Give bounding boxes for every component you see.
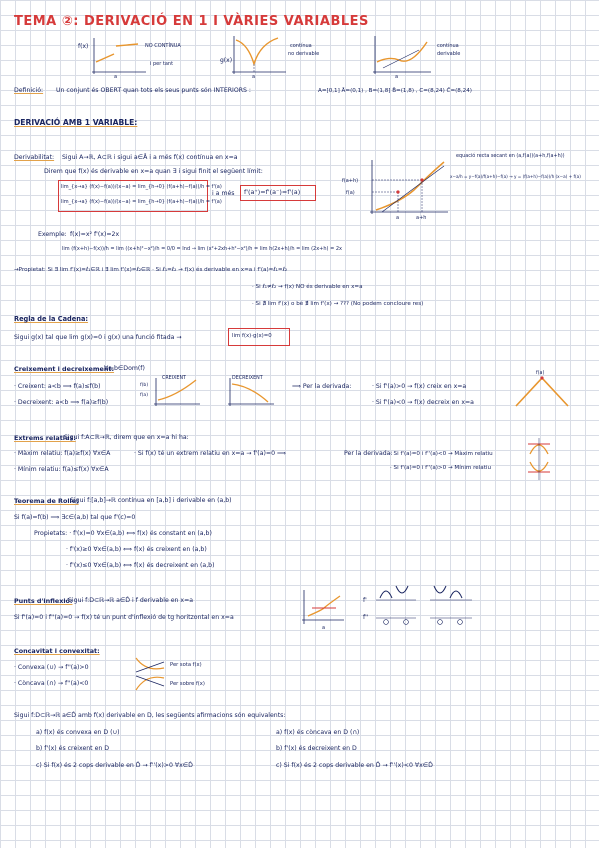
decreasing-def: · Decreixent: a<b ⟹ f(a)≥f(b) [14,399,109,406]
label-fah: f(a+h) [342,178,359,184]
figure-decreasing [214,374,280,410]
second-derivative-label: f'' [363,614,369,621]
equivalence-intro: Sigui f:D⊂ℝ→ℝ a∈D̊ amb f(x) derivable en D, les següents afirmacions són equivalents: [14,712,286,719]
chain-rule-text: Sigui g(x) tal que lim g(x)=0 i g(x) una funció fitada → [14,334,182,341]
convex-def: · Convexa (∪) → f''(a)>0 [14,664,89,671]
monotonicity-condition: ∀a,b∈Dom(f) [104,365,145,372]
figure-extrema [524,436,554,482]
first-derivative-label: f' [363,597,367,604]
label-fa: f(a) [346,190,355,196]
axis-a: a [114,74,118,80]
above-note: Per sobre f(x) [170,681,205,687]
concave-def: · Còncava (∩) → f''(a)<0 [14,680,89,687]
derivability-line1: Sigui A→ℝ, A⊂ℝ i sigui a∈Å i a més f(x) contínua en x=a [62,154,238,161]
equivalence-b1: b) f'(x) és creixent en D [36,745,110,752]
inflection-hypothesis: Sigui f:D⊂ℝ→ℝ a∈D̊ i f derivable en x=a [68,597,194,604]
figure-sign-charts [376,584,476,626]
label-fb: f(b) [140,383,149,388]
inflection-heading: Punts d'inflexió: [14,597,73,605]
chain-rule-heading: Regla de la Cadena: [14,315,89,323]
increasing-title: CREIXENT [162,376,186,381]
f2-label: g(x) [220,57,233,64]
smooth-curve [377,42,427,62]
imes-text: i a més [212,190,235,197]
derivability-label: Derivabilitat: [14,154,55,161]
below-note: Per sota f(x) [170,662,202,668]
inflection-curve [308,596,340,616]
f3-note2: derivable [437,51,461,57]
extrema-derivative-label: Per la derivada: [344,450,393,457]
limit-line1: lim_{x→a} (f(x)−f(a))/(x−a) = lim_{h→0} (f(a+h)−f(a))/h = f'(a) [61,184,222,190]
section-1-heading: DERIVACIÓ AMB 1 VARIABLE: [14,118,138,127]
f2-note2: no derivable [288,51,320,57]
equivalence-b2: b) f'(x) és decreixent en D [276,745,357,752]
label-a: a [396,215,400,221]
increasing-curve [158,380,196,400]
secant-equation: x−a/h = y−f(a)/f(a+h)−f(a) → y = (f(a+h)−f(a))/h (x−a) + f(a) [450,174,581,179]
secant-line [382,166,444,212]
limit-line2: lim_{x→a} (f(x)−f(a))/(x−a) = lim_{h→0} (f(a+h)−f(a))/h = f'(a) [61,199,222,205]
secant-note: equació recta secant en (a,f(a))(a+h,f(a+h)) [456,153,565,159]
sign-chart-2 [434,586,462,598]
peak-label: f(a) [536,371,545,376]
rolle-heading: Teorema de Rolle: [14,497,79,505]
figure-secant [342,158,452,220]
equivalence-a1: a) f(x) és convexa en D (∪) [36,729,120,736]
decreasing-curve [232,384,268,402]
label-fa: f(a) [140,393,149,398]
decreasing-title: DECREIXENT [232,376,263,381]
equivalence-a2: a) f(x) és còncava en D (∩) [276,729,360,736]
monotonicity-heading: Creixement i decreixement: [14,365,115,373]
property-line1: →Propietat: Si ∃ lim f'(x)=ℓ₁∈ℝ i ∃ lim f'(x)=ℓ₂∈ℝ · Si ℓ₁=ℓ₂ → f(x) és derivable en x=a i f'(a)=ℓ₁=ℓ₂ [14,267,288,273]
axis-a: a [252,74,256,80]
curve-left [96,54,114,62]
chain-rule-result: lim f(x)·g(x)=0 [232,333,272,339]
f3-note1: contínua [437,43,459,49]
rolle-property3: · f'(x)≤0 ∀x∈(a,b) ⟺ f(x) és decreixent en (a,b) [66,562,215,569]
sign-plus-2 [438,620,443,625]
concavity-heading: Concavitat i convexitat: [14,647,100,655]
label-ah: a+h [416,215,427,221]
rolle-statement: Si f(a)=f(b) ⟹ ∃c∈(a,b) tal que f'(c)=0 [14,514,136,521]
figure-derivable [365,34,437,78]
sign-minus [384,620,389,625]
extrema-heading: Extrems relatius: [14,434,76,442]
page-title: TEMA ②: DERIVACIÓ EN 1 I VÀRIES VARIABLES [14,14,369,29]
f1-label: f(x) [78,43,89,50]
maximum-criterion: · Si f'(a)=0 i f''(a)<0 → Màxim relatiu [390,451,493,457]
function-curve [376,162,444,210]
rolle-hypothesis: Sigui f:[a,b]→ℝ contínua en [a,b] i derivable en (a,b) [70,497,232,504]
peak-point [540,376,543,379]
example-label: Exemple: [38,231,67,238]
inflection-statement: Si f'(a)=0 i f''(a)=0 → f(x) té un punt d'inflexió de tg horitzontal en x=a [14,614,234,621]
property-line2: · Si ℓ₁≠ℓ₂ → f(x) NO és derivable en x=a [252,284,363,290]
f1-note2: i per tant [150,61,174,67]
equivalence-c1: c) Si f(x) és 2 cops derivable en D̊ → f''(x)>0 ∀x∈D̊ [36,762,193,769]
derivative-equality: f'(a⁺)=f'(a⁻)=f'(a) [244,188,301,196]
def-examples: A=[0,1] Å=(0,1) , B=(1,8] B̊=(1,8) , C=(8,24) C̊=(8,24) [318,88,472,94]
figure-continuous-not-derivable [222,34,292,78]
peak-curve [516,378,568,406]
f2-note1: contínua [290,43,312,49]
def-text: Un conjunt és OBERT quan tots els seus punts són INTERIORS : [56,87,252,94]
extrema-intro: Sigui f:A⊂ℝ→ℝ, direm que en x=a hi ha: [64,434,189,441]
inflection-a: a [322,625,326,631]
f1-note1: NO CONTÍNUA [145,43,181,49]
point-a [396,190,399,193]
equivalence-c2: c) Si f(x) és 2 cops derivable en D̊ → f''(x)<0 ∀x∈D̊ [276,762,433,769]
derivability-line2: Direm que f(x) és derivable en x=a quan ∃ i sigui finit el següent límit: [44,168,263,175]
maximum-def: · Màxim relatiu: f(a)≥f(x) ∀x∈A [14,450,111,457]
cusp-curve [236,38,278,64]
example-function: f(x)=x² f'(x)=2x [70,231,120,238]
minimum-def: · Mínim relatiu: f(a)≤f(x) ∀x∈A [14,466,109,473]
axis-a: a [395,74,399,80]
monotonicity-implies: ⟹ Per la derivada: [292,383,352,390]
point-ah [420,178,423,181]
example-chain: lim (f(x+h)−f(x))/h = lim ((x+h)²−x²)/h = 0/0 = Ind → lim (x²+2xh+h²−x²)/h = lim h(2x+h)/h = lim (2x+h) = 2x [62,246,343,252]
def-label: Definició: [14,87,44,94]
minimum-criterion: · Si f'(a)=0 i f''(a)>0 → Mínim relatiu [390,465,492,471]
increasing-rule: · Si f'(a)>0 → f(x) creix en x=a [372,383,467,390]
decreasing-rule: · Si f'(a)<0 → f(x) decreix en x=a [372,399,474,406]
property-line3: · Si ∄ lim f'(x) o bé ∄ lim f'(x) → ??? (No podem concloure res) [252,301,424,307]
sign-minus-2 [458,620,463,625]
extrema-condition: · Si f(x) té un extrem relatiu en x=a → f'(a)=0 ⟹ [134,450,286,457]
figure-increasing [140,374,206,410]
sign-chart-1 [380,586,408,598]
concave-curve [136,677,164,690]
increasing-def: · Creixent: a<b ⟹ f(a)≤f(b) [14,383,101,390]
rolle-property1: Propietats: · f'(x)=0 ∀x∈(a,b) ⟺ f(x) és constant en (a,b) [34,530,212,537]
figure-inflection [298,586,348,632]
figure-discontinuous [80,36,150,78]
rolle-property2: · f'(x)≥0 ∀x∈(a,b) ⟺ f(x) és creixent en (a,b) [66,546,207,553]
curve-right [116,44,138,46]
figure-peak [512,366,572,410]
sign-plus [404,620,409,625]
